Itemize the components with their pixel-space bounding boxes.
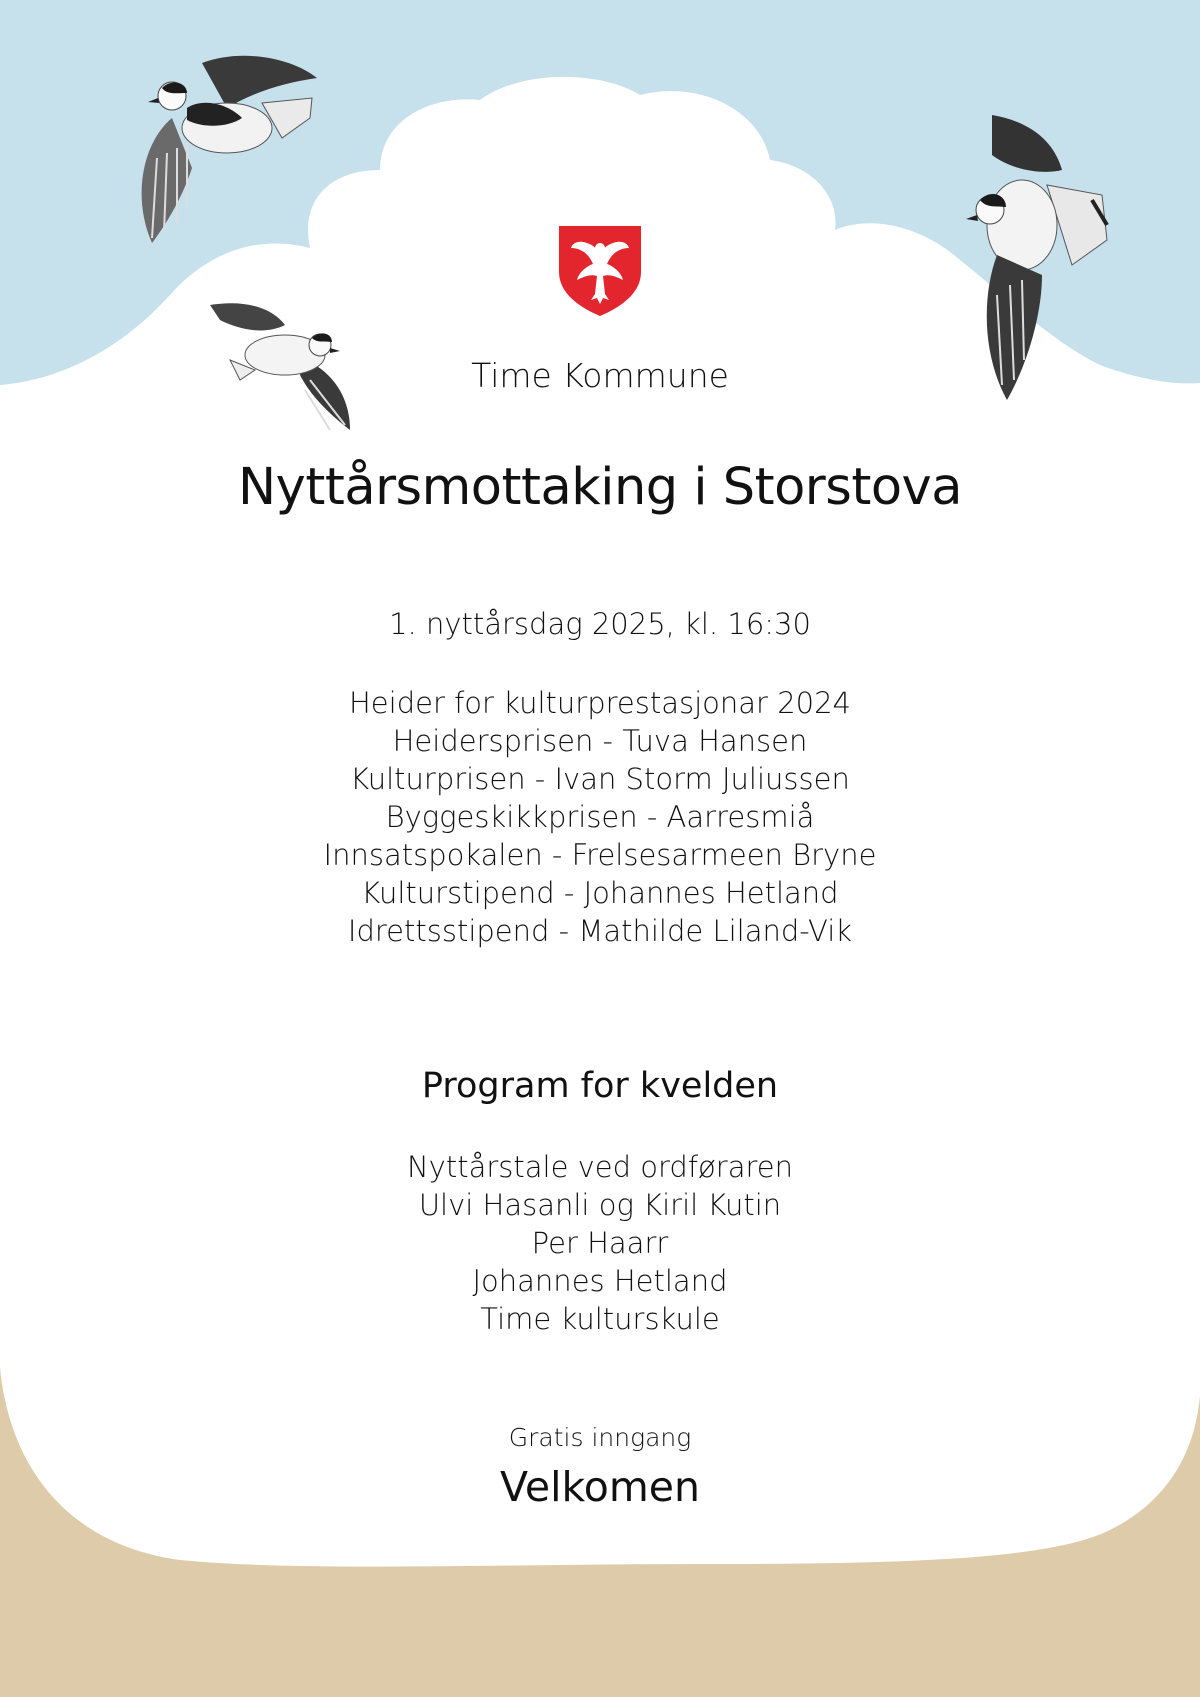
- program-item: Per Haarr: [531, 1226, 669, 1260]
- honours-item: Heidersprisen - Tuva Hansen: [392, 724, 808, 758]
- program-item: Ulvi Hasanli og Kiril Kutin: [418, 1188, 782, 1222]
- honours-item: Kulturprisen - Ivan Storm Juliussen: [350, 762, 850, 796]
- honours-item: Kulturstipend - Johannes Hetland: [361, 876, 839, 910]
- honours-list: [0, 684, 1200, 950]
- admission-text: Gratis inngang: [508, 1423, 692, 1452]
- time-kommune-coat-of-arms-icon: [557, 224, 643, 318]
- honours-item: Innsatspokalen - Frelsesarmeen Bryne: [323, 838, 877, 872]
- program-item: Johannes Hetland: [472, 1264, 728, 1298]
- event-title: Nyttårsmottaking i Storstova: [238, 458, 962, 517]
- event-date-time: 1. nyttårsdag 2025, kl. 16:30: [389, 607, 811, 641]
- program-item: Time kulturskule: [480, 1302, 720, 1336]
- program-heading: Program for kvelden: [421, 1066, 779, 1106]
- honours-heading: Heider for kulturprestasjonar 2024: [349, 686, 851, 720]
- honours-item: Byggeskikkprisen - Aarresmiå: [385, 800, 815, 834]
- lapwing-bird-icon: [132, 48, 322, 248]
- program-item: Nyttårstale ved ordføraren: [406, 1150, 793, 1184]
- welcome-text: Velkomen: [500, 1463, 700, 1511]
- honours-item: Idrettsstipend - Mathilde Liland-Vik: [347, 914, 853, 948]
- program-list: [0, 1148, 1200, 1338]
- organization-name: Time Kommune: [471, 356, 729, 395]
